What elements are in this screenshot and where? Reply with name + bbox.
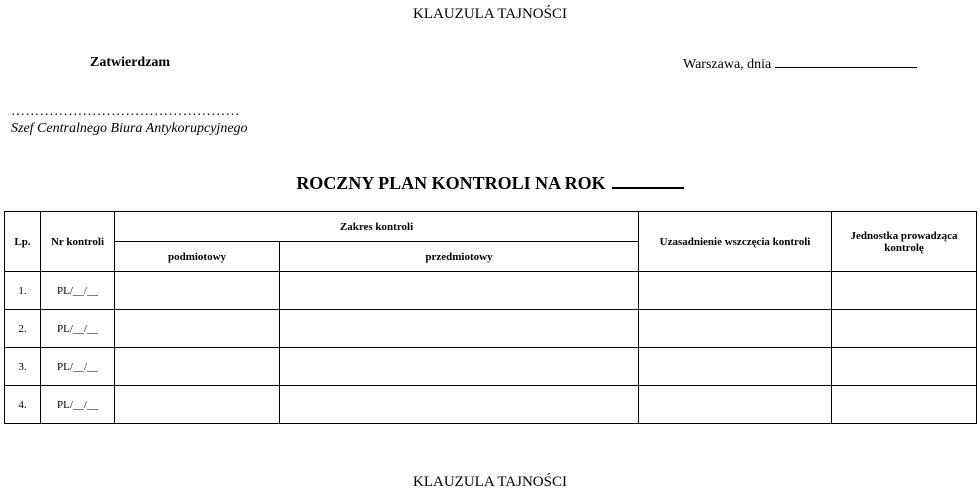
cell-przedmiotowy	[280, 272, 639, 310]
place-date	[683, 55, 917, 73]
col-header-uzasadnienie: Uzasadnienie wszczęcia kontroli	[639, 212, 832, 272]
cell-uzasadnienie	[639, 272, 832, 310]
cell-uzasadnienie	[639, 348, 832, 386]
table-row	[5, 386, 977, 424]
cell-przedmiotowy	[280, 386, 639, 424]
cell-jednostka	[832, 348, 977, 386]
cell-podmiotowy	[115, 348, 280, 386]
cell-podmiotowy	[115, 386, 280, 424]
cell-nr-kontroli: PL/__/__	[41, 348, 115, 386]
signature-dots: …………………………………………	[11, 104, 240, 119]
header-row	[5, 212, 977, 242]
table-row	[5, 310, 977, 348]
year-blank-line	[612, 172, 684, 189]
table-row	[5, 272, 977, 310]
cell-przedmiotowy	[280, 348, 639, 386]
col-header-przedmiotowy: przedmiotowy	[280, 242, 639, 272]
cell-nr-kontroli: PL/__/__	[41, 272, 115, 310]
col-header-podmiotowy: podmiotowy	[115, 242, 280, 272]
table-row	[5, 348, 977, 386]
cell-jednostka	[832, 272, 977, 310]
cell-przedmiotowy	[280, 310, 639, 348]
cell-podmiotowy	[115, 310, 280, 348]
cell-jednostka	[832, 310, 977, 348]
control-plan-table	[4, 211, 977, 424]
col-header-nr-kontroli: Nr kontroli	[41, 212, 115, 272]
approval-label: Zatwierdzam	[90, 55, 171, 70]
col-header-jednostka: Jednostka prowadząca kontrolę	[832, 212, 977, 272]
cell-lp: 4.	[5, 386, 41, 424]
document-title-text: ROCZNY PLAN KONTROLI NA ROK	[296, 173, 606, 193]
cell-lp: 3.	[5, 348, 41, 386]
footer-classification: KLAUZULA TAJNOŚCI	[413, 474, 567, 490]
place-date-label: Warszawa, dnia	[683, 57, 772, 72]
document-title	[0, 172, 980, 194]
cell-uzasadnienie	[639, 310, 832, 348]
col-header-lp: Lp.	[5, 212, 41, 272]
cell-nr-kontroli: PL/__/__	[41, 386, 115, 424]
cell-jednostka	[832, 386, 977, 424]
cell-lp: 2.	[5, 310, 41, 348]
date-blank-line	[775, 55, 917, 68]
cell-podmiotowy	[115, 272, 280, 310]
cell-lp: 1.	[5, 272, 41, 310]
col-header-zakres-kontroli: Zakres kontroli	[115, 212, 639, 242]
header-classification: KLAUZULA TAJNOŚCI	[413, 6, 567, 22]
cell-uzasadnienie	[639, 386, 832, 424]
signer-title: Szef Centralnego Biura Antykorupcyjnego	[11, 121, 248, 136]
cell-nr-kontroli: PL/__/__	[41, 310, 115, 348]
